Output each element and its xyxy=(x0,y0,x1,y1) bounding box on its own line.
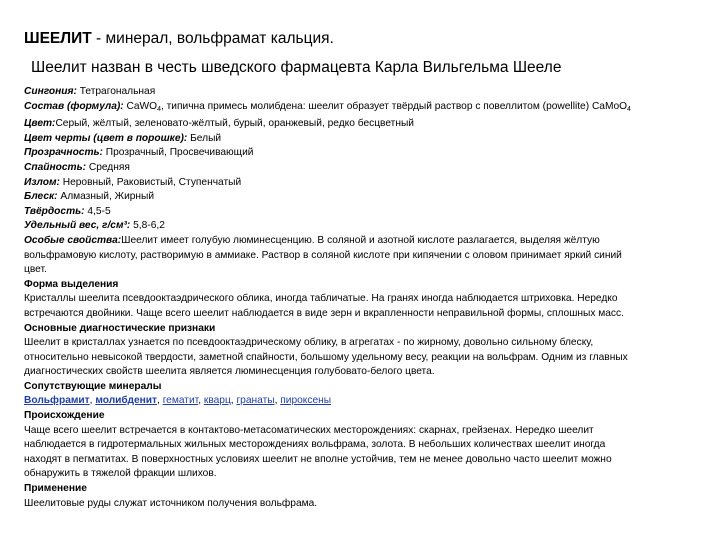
prop-value: Шеелит имеет голубую люминесценцию. В соляной и азотной кислоте разлагается, выделяя жёлтую xyxy=(121,234,600,246)
section-heading-application: Применение xyxy=(24,483,87,495)
link-mineral[interactable]: гематит xyxy=(162,395,199,407)
prop-value: Тетрагональная xyxy=(76,86,156,97)
prop-density xyxy=(24,219,696,234)
text-line: наблюдается в гидротермальных жильных месторождениях вольфрама, золота. В небольших количествах шеелит иногда xyxy=(24,439,606,451)
text-line: Чаще всего шеелит встречается в контактово-метасоматических месторождениях: скарнах, грейзенах. Нередко шеелит xyxy=(24,424,594,436)
link-mineral[interactable]: Вольфрамит xyxy=(24,395,90,407)
mineral-description xyxy=(24,85,696,511)
text-line: цвет. xyxy=(24,264,47,276)
prop-value: 4,5-5 xyxy=(84,205,111,217)
section-heading-form: Форма выделения xyxy=(24,278,119,290)
link-mineral[interactable]: пироксены xyxy=(280,395,332,407)
link-mineral[interactable]: молибденит xyxy=(95,395,158,407)
text-line: обнаружить в тяжелой фракции шлихов. xyxy=(24,468,217,480)
prop-value: Алмазный, Жирный xyxy=(57,191,155,203)
prop-luster xyxy=(24,190,696,205)
link-mineral[interactable]: гранаты xyxy=(236,395,275,407)
section-heading-origin: Происхождение xyxy=(24,410,105,422)
subscript: 4 xyxy=(627,105,631,113)
text-line: вольфрамовую кислоту, растворимую в аммиаке. Раствор в соляной кислоте при кипячении с оловом принимает яркий синий xyxy=(24,249,622,261)
prop-label: Удельный вес, г/см³: xyxy=(24,220,131,232)
link-mineral[interactable]: кварц xyxy=(203,395,231,407)
prop-cleavage xyxy=(24,161,696,176)
text-line: Кристаллы шеелита псевдооктаэдрического облика, иногда табличатые. На гранях иногда наблюдается штриховка. Нередко xyxy=(24,293,618,305)
prop-special xyxy=(24,234,696,249)
text-line: относительно невысокой твердости, заметной спайности, большому удельному весу, реакции на вольфрам. Одним из главных xyxy=(24,351,628,363)
prop-label: Спайность: xyxy=(24,161,87,173)
prop-label: Особые свойства: xyxy=(24,234,122,246)
associated-minerals-links: Вольфрамит, молибденит, гематит, кварц, гранаты, пироксены xyxy=(24,395,332,407)
prop-value: 5,8-6,2 xyxy=(130,220,165,232)
prop-value: Средняя xyxy=(86,161,130,173)
prop-streak xyxy=(24,132,696,147)
prop-value: Прозрачный, Просвечивающий xyxy=(102,147,254,159)
text-line: диагностических свойств шеелита является люминесценция голубовато-белого цвета. xyxy=(24,366,435,378)
prop-label: Цвет черты (цвет в порошке): xyxy=(24,132,188,144)
prop-hardness xyxy=(24,205,696,220)
page-subtitle: Шеелит назван в честь шведского фармацевта Карла Вильгельма Шееле xyxy=(31,59,562,76)
prop-formula xyxy=(24,100,696,118)
section-heading-associated: Сопутствующие минералы xyxy=(24,380,162,392)
prop-color xyxy=(24,117,696,132)
prop-label: Блеск: xyxy=(24,191,58,203)
prop-label: Сингония: xyxy=(24,86,77,97)
text-line: встречаются двойники. Чаще всего шеелит наблюдается в виде зерн и вкрапленности неправильной формы, сплошных масс. xyxy=(24,307,624,319)
prop-value: , типична примесь молибдена: шеелит образует твёрдый раствор с повеллитом (powellite) CaMoO xyxy=(160,100,628,112)
subscript: 4 xyxy=(157,105,161,113)
prop-value: Неровный, Раковистый, Ступенчатый xyxy=(59,176,242,188)
text-line: Шеелитовые руды служат источником получения вольфрама. xyxy=(24,497,318,509)
text-line: находят в пегматитах. В поверхностных условиях шеелит не вполне устойчив, тем не менее довольно часто шеелит можно xyxy=(24,453,612,465)
prop-label: Излом: xyxy=(24,176,60,188)
page-title xyxy=(24,30,334,48)
prop-label: Цвет: xyxy=(24,118,56,130)
prop-label: Состав (формула): xyxy=(24,100,124,112)
prop-value: CaWO xyxy=(123,100,158,112)
section-heading-diagnostics: Основные диагностические признаки xyxy=(24,322,216,334)
prop-label: Прозрачность: xyxy=(24,147,103,159)
prop-value: Серый, жёлтый, зеленовато-жёлтый, бурый, оранжевый, редко бесцветный xyxy=(55,118,414,130)
prop-syngony xyxy=(24,85,696,100)
prop-transparency xyxy=(24,146,696,161)
title-mineral-name: ШЕЕЛИТ xyxy=(24,30,92,47)
prop-label: Твёрдость: xyxy=(24,205,85,217)
title-description: - минерал, вольфрамат кальция. xyxy=(91,30,334,47)
text-line: Шеелит в кристаллах узнается по псевдооктаэдрическому облику, в агрегатах - по жирному, довольно сильному блеску, xyxy=(24,337,594,349)
prop-value: Белый xyxy=(187,132,222,144)
prop-fracture xyxy=(24,176,696,191)
